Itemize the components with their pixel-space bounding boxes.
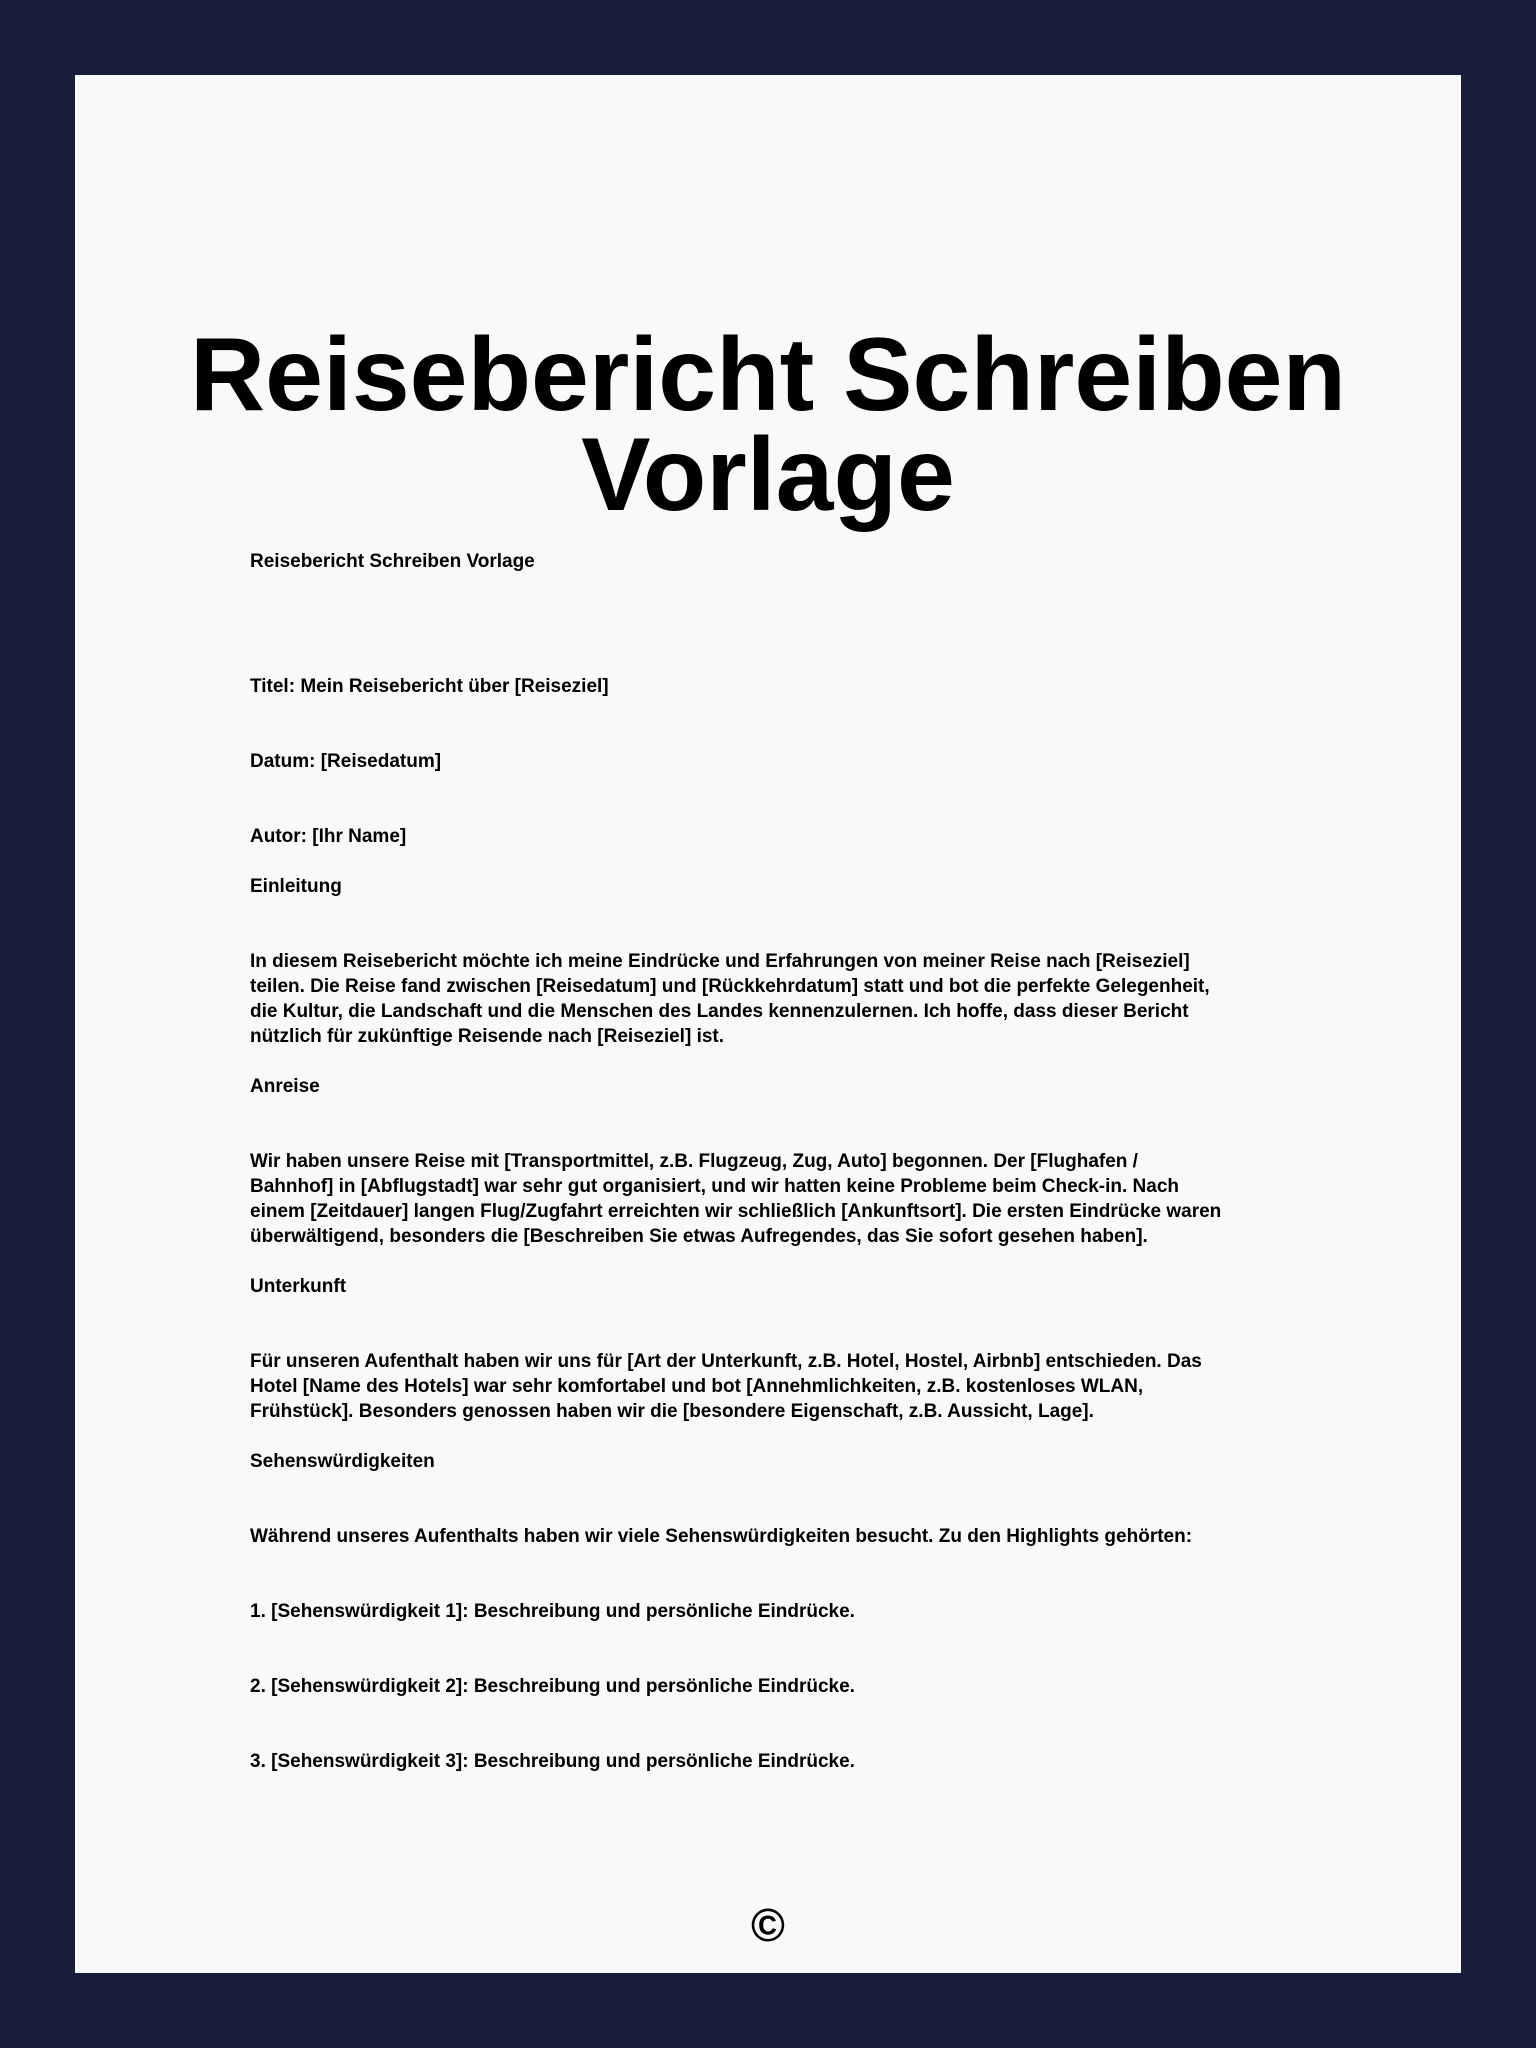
heading-einleitung: Einleitung xyxy=(250,876,342,897)
list-item: 2. [Sehenswürdigkeit 2]: Beschreibung und persönliche Eindrücke. xyxy=(250,1676,855,1697)
paragraph-line: teilen. Die Reise fand zwischen [Reisedatum] und [Rückkehrdatum] statt und bot die perfekte Gelegenheit, xyxy=(250,976,1210,997)
document-title-line-2: Vorlage xyxy=(581,417,955,533)
paragraph-line: Frühstück]. Besonders genossen haben wir die [besondere Eigenschaft, z.B. Aussicht, Lage]. xyxy=(250,1401,1094,1422)
subtitle: Reisebericht Schreiben Vorlage xyxy=(250,551,535,572)
paragraph-line: Bahnhof] in [Abflugstadt] war sehr gut organisiert, und wir hatten keine Probleme beim Check-in. Nach xyxy=(250,1176,1179,1197)
meta-datum: Datum: [Reisedatum] xyxy=(250,751,442,772)
paragraph-line: Hotel [Name des Hotels] war sehr komfortabel und bot [Annehmlichkeiten, z.B. kostenloses WLAN, xyxy=(250,1376,1144,1397)
paragraph-line: In diesem Reisebericht möchte ich meine Eindrücke und Erfahrungen von meiner Reise nach [Reiseziel] xyxy=(250,951,1190,972)
paragraph-line: überwältigend, besonders die [Beschreiben Sie etwas Aufregendes, das Sie sofort gesehen haben]. xyxy=(250,1226,1148,1247)
heading-anreise: Anreise xyxy=(250,1076,320,1097)
meta-titel: Titel: Mein Reisebericht über [Reiseziel] xyxy=(250,676,609,697)
heading-unterkunft: Unterkunft xyxy=(250,1276,347,1297)
paragraph-line: einem [Zeitdauer] langen Flug/Zugfahrt erreichten wir schließlich [Ankunftsort]. Die ersten Eindrücke waren xyxy=(250,1201,1222,1222)
paragraph-unterkunft xyxy=(250,1349,1360,1424)
paragraph-line: Für unseren Aufenthalt haben wir uns für [Art der Unterkunft, z.B. Hotel, Hostel, Airbnb] entschieden. Das xyxy=(250,1351,1202,1372)
document-title-line-1: Reisebericht Schreiben xyxy=(190,317,1346,433)
paragraph-anreise xyxy=(250,1149,1360,1249)
paragraph-line: die Kultur, die Landschaft und die Menschen des Landes kennenzulernen. Ich hoffe, dass dieser Bericht xyxy=(250,1001,1189,1022)
paragraph-sehenswuerdigkeiten-intro: Während unseres Aufenthalts haben wir viele Sehenswürdigkeiten besucht. Zu den Highlights gehörten: xyxy=(250,1526,1193,1547)
list-item: 1. [Sehenswürdigkeit 1]: Beschreibung und persönliche Eindrücke. xyxy=(250,1601,855,1622)
copyright-symbol: © xyxy=(751,1899,785,1951)
list-item: 3. [Sehenswürdigkeit 3]: Beschreibung und persönliche Eindrücke. xyxy=(250,1751,855,1772)
meta-autor: Autor: [Ihr Name] xyxy=(250,826,407,847)
paragraph-line: Wir haben unsere Reise mit [Transportmittel, z.B. Flugzeug, Zug, Auto] begonnen. Der [Flughafen / xyxy=(250,1151,1138,1172)
document-page xyxy=(75,75,1461,1973)
document-title xyxy=(75,317,1461,533)
paragraph-line: nützlich für zukünftige Reisende nach [Reiseziel] ist. xyxy=(250,1026,725,1047)
heading-sehenswuerdigkeiten: Sehenswürdigkeiten xyxy=(250,1451,435,1472)
paragraph-einleitung xyxy=(250,949,1360,1049)
